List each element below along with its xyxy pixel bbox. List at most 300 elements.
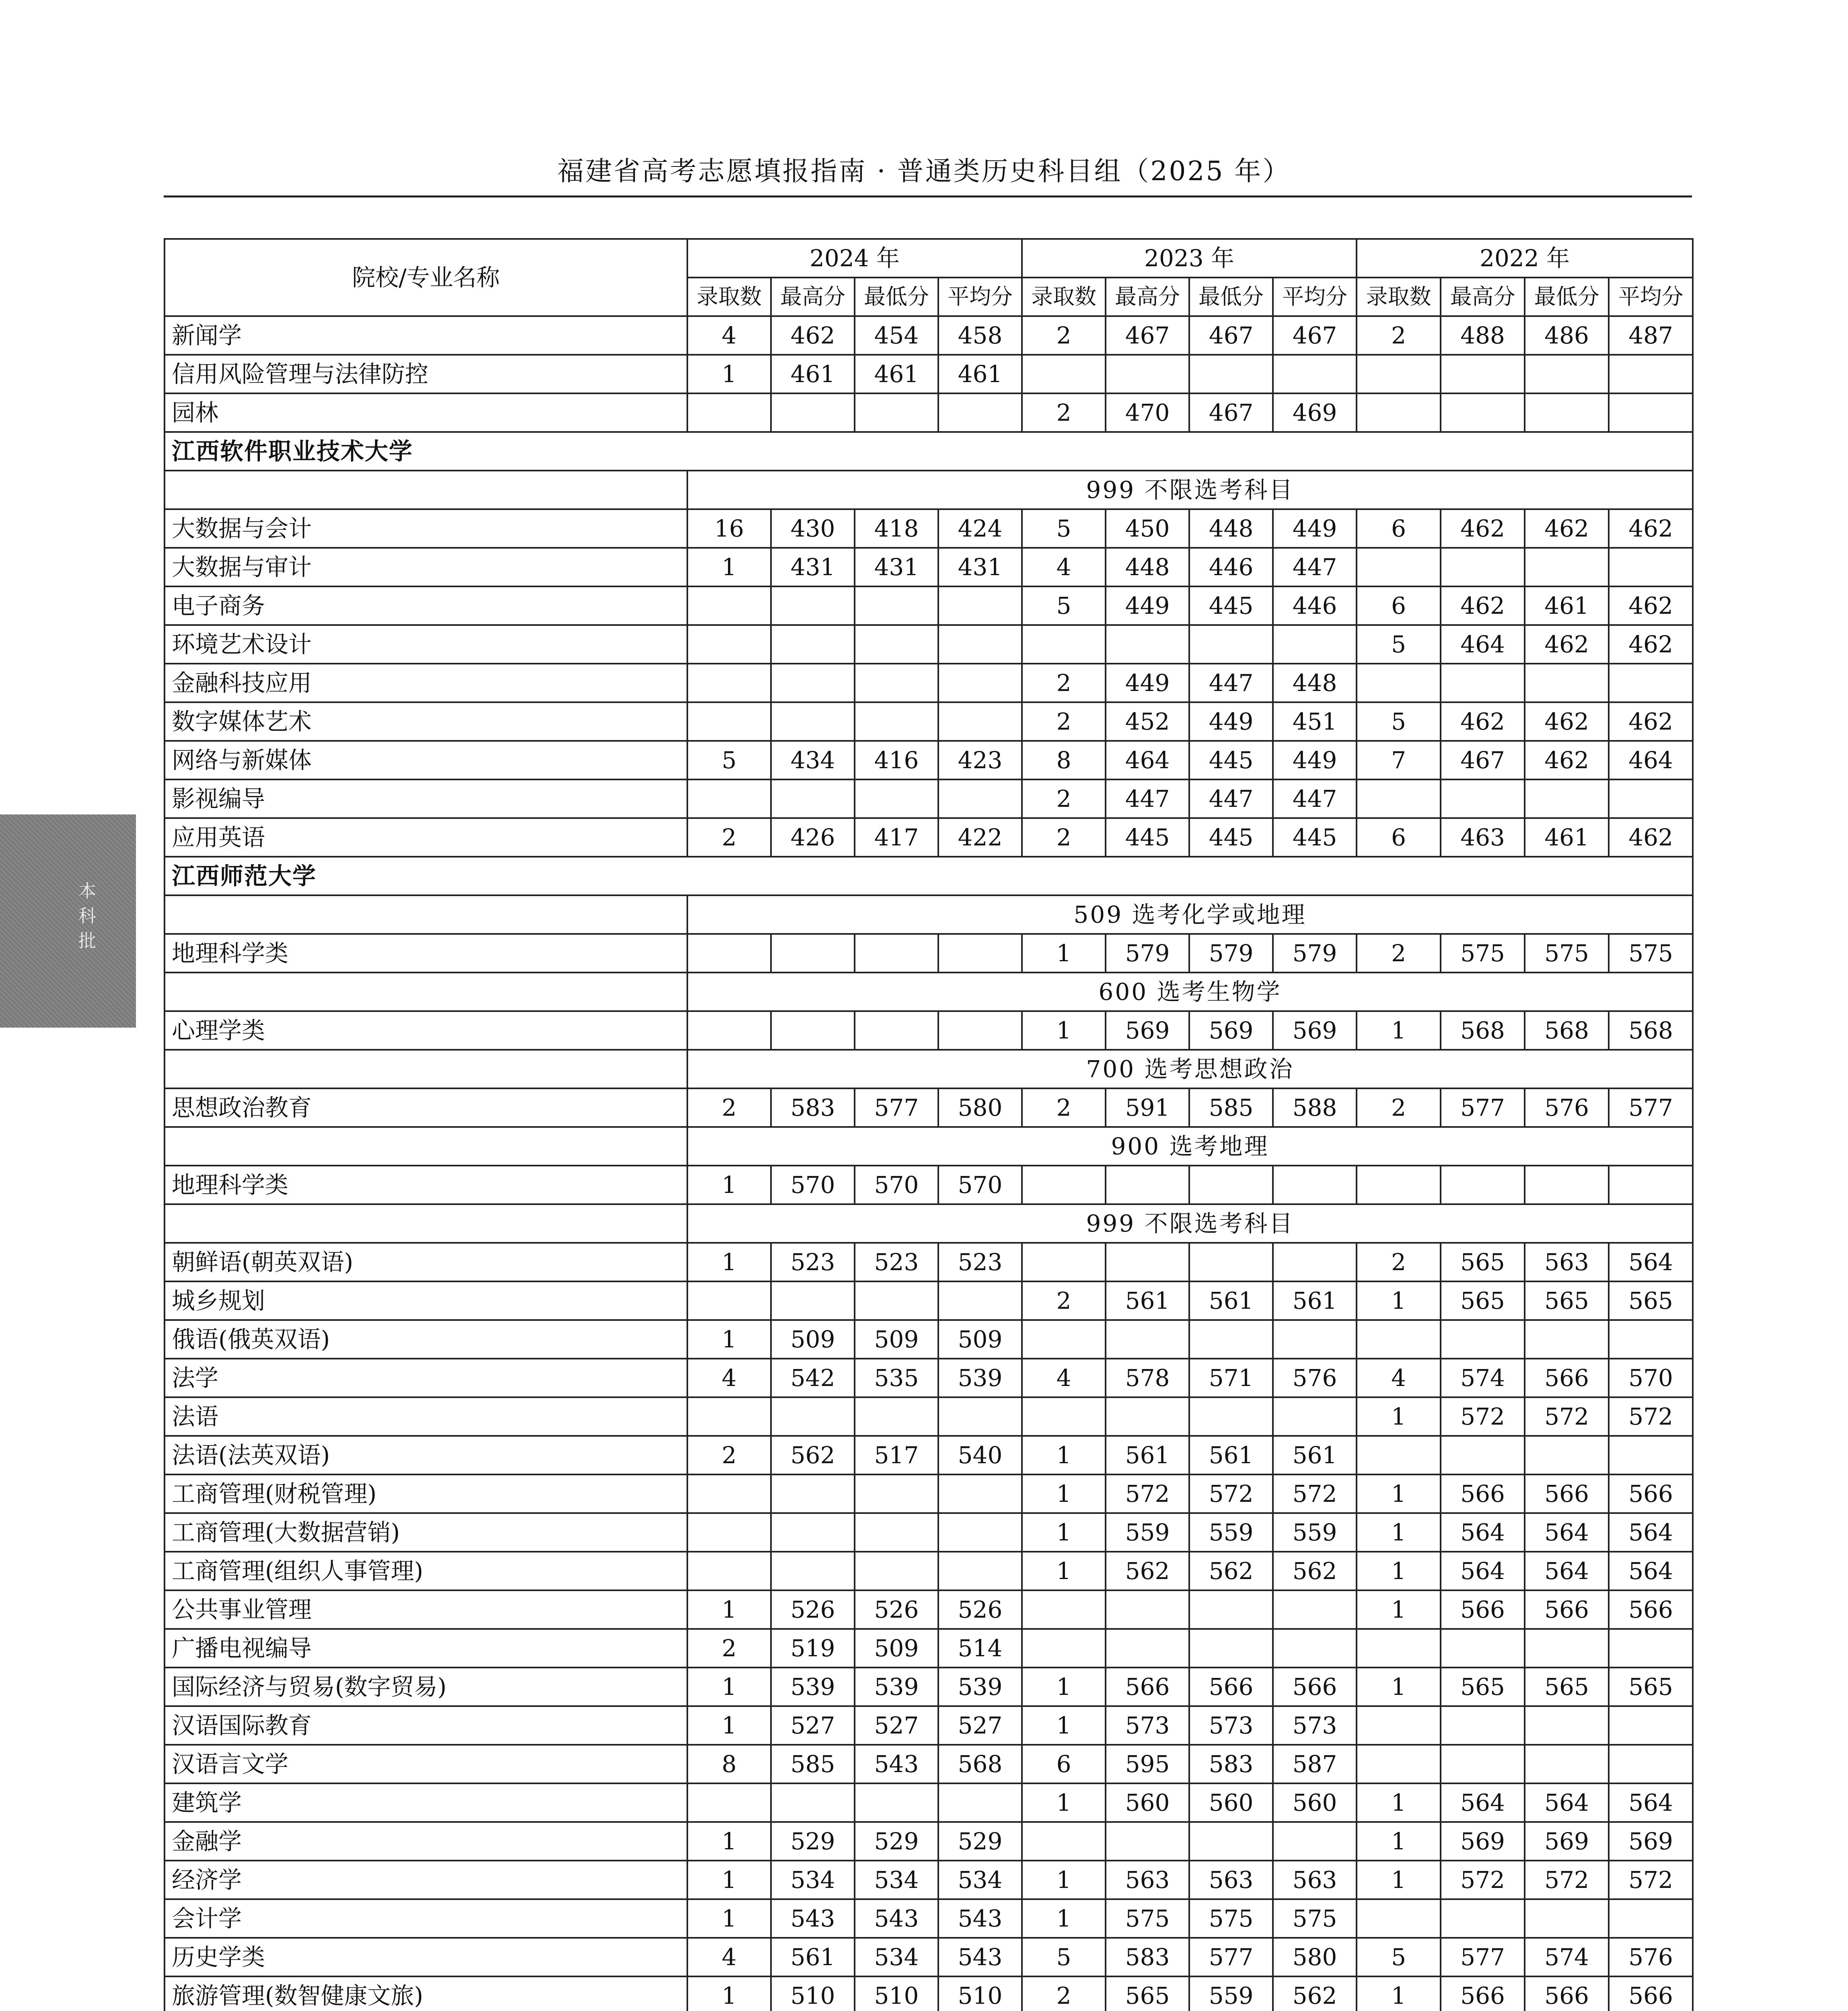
score-cell: 2 — [1357, 316, 1441, 355]
score-cell: 534 — [938, 1861, 1022, 1899]
score-cell — [1525, 393, 1609, 432]
score-cell: 461 — [1525, 818, 1609, 857]
score-cell: 2 — [1022, 664, 1106, 702]
score-cell — [855, 1397, 938, 1436]
score-cell: 583 — [771, 1088, 855, 1127]
score-cell: 430 — [771, 509, 855, 548]
score-cell: 573 — [1106, 1706, 1189, 1745]
score-cell: 514 — [938, 1629, 1022, 1668]
score-cell: 539 — [855, 1668, 938, 1706]
score-cell — [1609, 779, 1693, 818]
score-cell: 431 — [938, 548, 1022, 586]
score-cell: 5 — [1022, 509, 1106, 548]
subject-requirement-row — [164, 895, 1693, 934]
table-row — [164, 393, 1693, 432]
score-cell — [938, 586, 1022, 625]
score-cell — [938, 1011, 1022, 1050]
score-cell: 510 — [855, 1976, 938, 2011]
score-cell — [1022, 1590, 1106, 1629]
score-cell — [687, 1397, 771, 1436]
score-cell — [1609, 355, 1693, 393]
score-cell — [938, 1783, 1022, 1822]
score-cell: 509 — [855, 1320, 938, 1359]
score-cell: 1 — [1022, 1783, 1106, 1822]
score-cell: 4 — [1022, 548, 1106, 586]
score-cell — [1189, 1397, 1273, 1436]
score-cell: 461 — [938, 355, 1022, 393]
score-cell: 577 — [1189, 1938, 1273, 1976]
column-header-metric: 最低分 — [855, 278, 938, 316]
score-cell: 569 — [1525, 1822, 1609, 1861]
score-cell: 575 — [1106, 1899, 1189, 1938]
score-cell: 462 — [1609, 702, 1693, 741]
score-cell — [1525, 1706, 1609, 1745]
table-row — [164, 1745, 1693, 1783]
score-cell: 569 — [1189, 1011, 1273, 1050]
score-cell — [855, 779, 938, 818]
major-name: 经济学 — [164, 1861, 687, 1899]
score-cell — [1525, 779, 1609, 818]
score-cell: 462 — [1609, 586, 1693, 625]
score-cell: 543 — [938, 1899, 1022, 1938]
score-cell: 467 — [1189, 393, 1273, 432]
score-cell: 446 — [1189, 548, 1273, 586]
score-cell: 463 — [1441, 818, 1525, 857]
score-cell: 464 — [1441, 625, 1525, 664]
score-cell: 543 — [771, 1899, 855, 1938]
score-cell: 561 — [1273, 1281, 1357, 1320]
score-cell: 1 — [1022, 1436, 1106, 1474]
score-cell: 6 — [1357, 509, 1441, 548]
score-cell: 1 — [687, 1822, 771, 1861]
table-row — [164, 1359, 1693, 1397]
score-cell: 529 — [771, 1822, 855, 1861]
table-row — [164, 548, 1693, 586]
score-cell: 564 — [1441, 1513, 1525, 1552]
score-cell — [1273, 1166, 1357, 1204]
score-cell: 562 — [771, 1436, 855, 1474]
score-cell: 572 — [1609, 1861, 1693, 1899]
major-name: 工商管理(财税管理) — [164, 1474, 687, 1513]
score-cell — [771, 586, 855, 625]
score-cell: 577 — [855, 1088, 938, 1127]
score-cell: 1 — [1022, 1513, 1106, 1552]
score-cell: 585 — [1189, 1088, 1273, 1127]
score-cell: 527 — [771, 1706, 855, 1745]
score-cell: 467 — [1106, 316, 1189, 355]
score-cell: 577 — [1441, 1938, 1525, 1976]
score-cell: 559 — [1189, 1513, 1273, 1552]
score-cell: 559 — [1106, 1513, 1189, 1552]
major-name: 数字媒体艺术 — [164, 702, 687, 741]
column-header-year: 2022 年 — [1357, 239, 1693, 278]
score-cell: 510 — [938, 1976, 1022, 2011]
blank-cell — [164, 1204, 687, 1243]
score-cell: 566 — [1525, 1590, 1609, 1629]
score-cell: 572 — [1609, 1397, 1693, 1436]
header-row-years — [164, 239, 1693, 278]
score-cell — [855, 1783, 938, 1822]
score-cell — [938, 1281, 1022, 1320]
score-cell: 449 — [1273, 509, 1357, 548]
score-cell: 575 — [1609, 934, 1693, 973]
score-cell — [938, 779, 1022, 818]
score-cell: 580 — [1273, 1938, 1357, 1976]
score-cell: 5 — [1022, 1938, 1106, 1976]
score-cell — [1441, 779, 1525, 818]
score-cell: 572 — [1525, 1397, 1609, 1436]
major-name: 电子商务 — [164, 586, 687, 625]
score-cell — [855, 1281, 938, 1320]
score-cell: 566 — [1441, 1976, 1525, 2011]
table-body — [164, 316, 1693, 2011]
table-row — [164, 1436, 1693, 1474]
score-cell: 572 — [1189, 1474, 1273, 1513]
score-cell: 509 — [855, 1629, 938, 1668]
score-cell: 579 — [1273, 934, 1357, 973]
score-cell — [771, 1552, 855, 1590]
score-cell — [771, 1474, 855, 1513]
score-cell: 1 — [687, 1243, 771, 1281]
score-cell: 583 — [1106, 1938, 1189, 1976]
score-cell: 583 — [1189, 1745, 1273, 1783]
table-row — [164, 1629, 1693, 1668]
score-cell: 16 — [687, 509, 771, 548]
score-cell — [855, 702, 938, 741]
score-cell: 565 — [1525, 1281, 1609, 1320]
score-cell — [1106, 625, 1189, 664]
score-cell: 564 — [1441, 1783, 1525, 1822]
score-cell: 534 — [855, 1861, 938, 1899]
score-cell: 565 — [1609, 1668, 1693, 1706]
table-row — [164, 1011, 1693, 1050]
table-row — [164, 1822, 1693, 1861]
score-cell: 566 — [1273, 1668, 1357, 1706]
score-cell: 449 — [1189, 702, 1273, 741]
score-table — [164, 238, 1694, 2011]
score-cell — [1525, 1436, 1609, 1474]
score-cell: 523 — [855, 1243, 938, 1281]
score-cell: 527 — [855, 1706, 938, 1745]
score-cell: 569 — [1609, 1822, 1693, 1861]
score-cell: 576 — [1525, 1088, 1609, 1127]
score-cell — [855, 664, 938, 702]
score-cell — [1022, 1822, 1106, 1861]
score-cell: 588 — [1273, 1088, 1357, 1127]
score-cell — [1357, 1745, 1441, 1783]
score-cell: 595 — [1106, 1745, 1189, 1783]
table-row — [164, 1976, 1693, 2011]
school-row — [164, 857, 1693, 895]
score-cell — [1609, 1166, 1693, 1204]
score-cell: 462 — [1525, 625, 1609, 664]
major-name: 大数据与审计 — [164, 548, 687, 586]
score-cell: 566 — [1609, 1590, 1693, 1629]
score-cell: 566 — [1525, 1976, 1609, 2011]
score-cell: 569 — [1273, 1011, 1357, 1050]
score-cell: 562 — [1189, 1552, 1273, 1590]
score-cell: 568 — [1609, 1011, 1693, 1050]
page-title: 福建省高考志愿填报指南 · 普通类历史科目组（2025 年） — [557, 156, 1291, 187]
score-cell: 580 — [938, 1088, 1022, 1127]
score-cell: 462 — [1609, 625, 1693, 664]
column-header-metric: 最低分 — [1189, 278, 1273, 316]
score-cell: 570 — [771, 1166, 855, 1204]
major-name: 建筑学 — [164, 1783, 687, 1822]
score-cell — [938, 702, 1022, 741]
score-cell: 1 — [687, 1320, 771, 1359]
score-cell: 565 — [1441, 1281, 1525, 1320]
score-cell: 568 — [1525, 1011, 1609, 1050]
score-cell — [938, 1552, 1022, 1590]
score-cell: 579 — [1106, 934, 1189, 973]
subject-requirement: 999 不限选考科目 — [687, 471, 1693, 509]
score-cell: 509 — [938, 1320, 1022, 1359]
score-cell: 526 — [855, 1590, 938, 1629]
major-name: 公共事业管理 — [164, 1590, 687, 1629]
score-cell — [1525, 548, 1609, 586]
score-cell — [1106, 1590, 1189, 1629]
score-cell: 566 — [1609, 1474, 1693, 1513]
score-cell: 543 — [855, 1745, 938, 1783]
major-name: 信用风险管理与法律防控 — [164, 355, 687, 393]
score-cell: 565 — [1525, 1668, 1609, 1706]
score-cell — [771, 934, 855, 973]
score-cell: 562 — [1273, 1552, 1357, 1590]
score-cell — [1022, 1320, 1106, 1359]
score-cell: 563 — [1273, 1861, 1357, 1899]
score-cell: 566 — [1609, 1976, 1693, 2011]
major-name: 工商管理(组织人事管理) — [164, 1552, 687, 1590]
score-cell: 1 — [687, 548, 771, 586]
score-cell: 1 — [1357, 1976, 1441, 2011]
blank-cell — [164, 895, 687, 934]
major-name: 金融科技应用 — [164, 664, 687, 702]
major-name: 影视编导 — [164, 779, 687, 818]
table-row — [164, 1397, 1693, 1436]
score-cell — [1441, 1320, 1525, 1359]
score-cell: 462 — [1609, 818, 1693, 857]
score-cell: 526 — [938, 1590, 1022, 1629]
score-cell: 4 — [1357, 1359, 1441, 1397]
score-cell — [938, 934, 1022, 973]
score-cell: 422 — [938, 818, 1022, 857]
score-cell: 445 — [1273, 818, 1357, 857]
score-cell — [1273, 1590, 1357, 1629]
major-name: 大数据与会计 — [164, 509, 687, 548]
score-cell: 1 — [1022, 1011, 1106, 1050]
score-cell: 445 — [1106, 818, 1189, 857]
score-cell: 564 — [1609, 1243, 1693, 1281]
score-cell — [1273, 1320, 1357, 1359]
score-cell — [1357, 393, 1441, 432]
score-cell: 568 — [938, 1745, 1022, 1783]
table-row — [164, 1088, 1693, 1127]
score-cell: 447 — [1273, 548, 1357, 586]
score-cell: 2 — [1357, 1243, 1441, 1281]
score-cell: 2 — [1357, 1088, 1441, 1127]
major-name: 旅游管理(数智健康文旅) — [164, 1976, 687, 2011]
score-cell: 445 — [1189, 586, 1273, 625]
score-cell — [687, 1011, 771, 1050]
score-cell — [1106, 1320, 1189, 1359]
score-cell: 2 — [1022, 393, 1106, 432]
column-header-year: 2023 年 — [1022, 239, 1357, 278]
score-cell — [1189, 1590, 1273, 1629]
score-cell: 566 — [1525, 1474, 1609, 1513]
score-cell: 5 — [1357, 625, 1441, 664]
score-cell: 560 — [1273, 1783, 1357, 1822]
score-cell: 1 — [1357, 1552, 1441, 1590]
score-cell — [1189, 1243, 1273, 1281]
score-cell: 417 — [855, 818, 938, 857]
score-cell — [1357, 1629, 1441, 1668]
score-cell: 431 — [855, 548, 938, 586]
score-cell — [1357, 1166, 1441, 1204]
school-name: 江西师范大学 — [164, 857, 1693, 895]
score-cell: 462 — [1525, 741, 1609, 779]
score-cell: 2 — [1022, 779, 1106, 818]
table-row — [164, 1590, 1693, 1629]
score-cell — [1022, 625, 1106, 664]
column-header-metric: 录取数 — [1357, 278, 1441, 316]
score-cell — [1525, 664, 1609, 702]
score-cell — [1273, 1629, 1357, 1668]
score-cell: 523 — [938, 1243, 1022, 1281]
score-cell: 2 — [1022, 1281, 1106, 1320]
table-row — [164, 1513, 1693, 1552]
score-cell — [687, 1281, 771, 1320]
score-cell — [771, 702, 855, 741]
score-cell: 566 — [1525, 1359, 1609, 1397]
score-cell: 564 — [1609, 1513, 1693, 1552]
score-cell — [1357, 1706, 1441, 1745]
score-cell: 573 — [1189, 1706, 1273, 1745]
table-row — [164, 1938, 1693, 1976]
major-name: 应用英语 — [164, 818, 687, 857]
score-cell: 449 — [1273, 741, 1357, 779]
score-cell — [1357, 1320, 1441, 1359]
score-cell: 469 — [1273, 393, 1357, 432]
score-cell: 565 — [1609, 1281, 1693, 1320]
score-cell — [1273, 1243, 1357, 1281]
score-cell: 445 — [1189, 818, 1273, 857]
score-cell: 585 — [771, 1745, 855, 1783]
major-name: 汉语国际教育 — [164, 1706, 687, 1745]
table-row — [164, 1474, 1693, 1513]
score-cell: 5 — [1022, 586, 1106, 625]
score-cell — [771, 1281, 855, 1320]
score-cell: 1 — [1022, 1899, 1106, 1938]
score-cell: 1 — [687, 1976, 771, 2011]
score-cell: 542 — [771, 1359, 855, 1397]
score-cell: 1 — [1357, 1281, 1441, 1320]
score-cell: 575 — [1525, 934, 1609, 973]
score-cell: 447 — [1106, 779, 1189, 818]
score-cell — [687, 702, 771, 741]
score-cell: 559 — [1189, 1976, 1273, 2011]
column-header-metric: 平均分 — [1609, 278, 1693, 316]
score-cell: 519 — [771, 1629, 855, 1668]
score-cell: 458 — [938, 316, 1022, 355]
score-cell — [1525, 1899, 1609, 1938]
score-cell: 4 — [687, 1359, 771, 1397]
score-cell — [771, 393, 855, 432]
score-cell — [855, 586, 938, 625]
score-cell: 572 — [1273, 1474, 1357, 1513]
score-cell: 450 — [1106, 509, 1189, 548]
score-cell — [1441, 548, 1525, 586]
score-cell: 447 — [1189, 779, 1273, 818]
column-header-metric: 平均分 — [938, 278, 1022, 316]
blank-cell — [164, 1050, 687, 1088]
score-cell: 487 — [1609, 316, 1693, 355]
score-cell: 488 — [1441, 316, 1525, 355]
score-cell — [1441, 1166, 1525, 1204]
score-cell: 2 — [687, 818, 771, 857]
score-cell: 526 — [771, 1590, 855, 1629]
score-cell: 529 — [938, 1822, 1022, 1861]
score-cell: 576 — [1273, 1359, 1357, 1397]
score-cell: 562 — [1106, 1552, 1189, 1590]
score-cell: 461 — [855, 355, 938, 393]
score-cell — [855, 934, 938, 973]
score-cell — [1022, 1397, 1106, 1436]
major-name: 网络与新媒体 — [164, 741, 687, 779]
score-cell: 534 — [855, 1938, 938, 1976]
table-row — [164, 934, 1693, 973]
score-cell: 448 — [1189, 509, 1273, 548]
score-cell: 8 — [1022, 741, 1106, 779]
score-cell: 587 — [1273, 1745, 1357, 1783]
score-cell — [855, 625, 938, 664]
major-name: 法语 — [164, 1397, 687, 1436]
score-cell: 1 — [1022, 934, 1106, 973]
table-row — [164, 1320, 1693, 1359]
score-cell — [687, 586, 771, 625]
score-cell — [1441, 1745, 1525, 1783]
score-cell — [1273, 1822, 1357, 1861]
blank-cell — [164, 471, 687, 509]
score-cell — [938, 1513, 1022, 1552]
score-cell: 5 — [687, 741, 771, 779]
score-cell: 462 — [1441, 702, 1525, 741]
score-cell: 6 — [1357, 586, 1441, 625]
major-name: 心理学类 — [164, 1011, 687, 1050]
score-cell: 449 — [1106, 586, 1189, 625]
score-cell: 467 — [1441, 741, 1525, 779]
table-row — [164, 818, 1693, 857]
score-cell: 565 — [1441, 1243, 1525, 1281]
score-cell: 561 — [1106, 1281, 1189, 1320]
score-cell: 565 — [1441, 1668, 1525, 1706]
score-cell: 423 — [938, 741, 1022, 779]
score-cell — [1441, 393, 1525, 432]
score-cell: 1 — [1357, 1783, 1441, 1822]
score-cell — [1273, 1397, 1357, 1436]
score-cell — [1022, 1629, 1106, 1668]
score-cell — [1189, 1822, 1273, 1861]
score-cell: 462 — [1441, 509, 1525, 548]
score-cell — [1609, 1436, 1693, 1474]
score-cell — [855, 1513, 938, 1552]
score-cell: 1 — [1357, 1668, 1441, 1706]
table-row — [164, 1668, 1693, 1706]
table-row — [164, 1899, 1693, 1938]
score-cell: 569 — [1106, 1011, 1189, 1050]
score-cell: 5 — [1357, 702, 1441, 741]
score-cell: 577 — [1609, 1088, 1693, 1127]
